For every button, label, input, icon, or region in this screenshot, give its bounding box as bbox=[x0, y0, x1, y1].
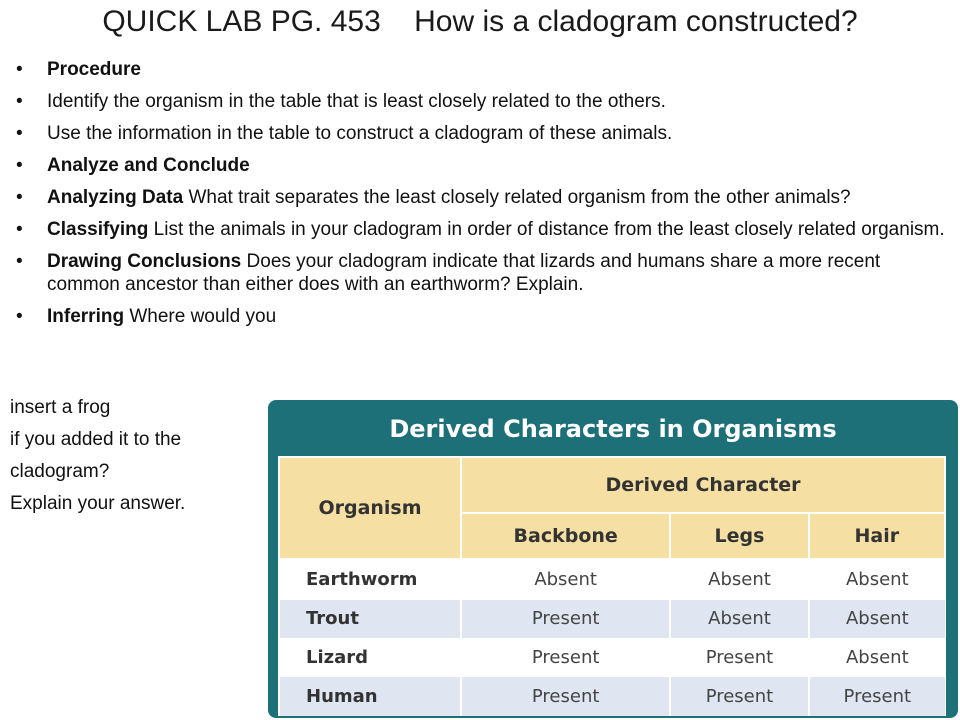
cell-value: Absent bbox=[809, 600, 945, 639]
cell-organism: Human bbox=[279, 677, 461, 716]
table-body bbox=[278, 456, 946, 716]
bullet-list bbox=[16, 58, 946, 337]
bullet-icon: • bbox=[16, 155, 23, 176]
cell-value: Present bbox=[461, 600, 670, 639]
cell-value: Present bbox=[670, 677, 808, 716]
bullet-bold: Drawing Conclusions bbox=[47, 251, 242, 272]
cell-organism: Lizard bbox=[279, 638, 461, 677]
cell-value: Present bbox=[809, 677, 945, 716]
bullet-item bbox=[16, 154, 946, 177]
bullet-icon: • bbox=[16, 123, 23, 144]
cell-value: Absent bbox=[670, 559, 808, 600]
col-header-hair: Hair bbox=[809, 513, 945, 559]
bullet-text: List the animals in your cladogram in order of distance from the least closely related organism. bbox=[148, 219, 945, 240]
bullet-bold: Classifying bbox=[47, 219, 149, 240]
cell-value: Absent bbox=[461, 559, 670, 600]
bullet-icon: • bbox=[16, 187, 23, 208]
bullet-icon: • bbox=[16, 251, 23, 272]
bullet-bold: Analyze and Conclude bbox=[47, 155, 250, 176]
bullet-bold: Procedure bbox=[47, 59, 141, 80]
bullet-item bbox=[16, 305, 946, 328]
bullet-text: Use the information in the table to construct a cladogram of these animals. bbox=[47, 123, 673, 144]
text-line: insert a frog bbox=[10, 397, 111, 418]
bullet-bold: Inferring bbox=[47, 306, 125, 327]
table-row bbox=[279, 559, 945, 600]
cell-value: Present bbox=[461, 677, 670, 716]
cell-organism: Trout bbox=[279, 600, 461, 639]
cell-value: Absent bbox=[670, 600, 808, 639]
continuation-text bbox=[10, 392, 185, 520]
bullet-icon: • bbox=[16, 59, 23, 80]
bullet-icon: • bbox=[16, 219, 23, 240]
bullet-text: Does your cladogram indicate that lizards and humans share a more recent common ancestor than either does with an earthworm? Explain. bbox=[47, 251, 881, 295]
table-row bbox=[279, 677, 945, 716]
bullet-item bbox=[16, 90, 946, 113]
cell-value: Absent bbox=[809, 559, 945, 600]
table-title: Derived Characters in Organisms bbox=[389, 415, 837, 443]
cell-value: Absent bbox=[809, 638, 945, 677]
bullet-bold: Analyzing Data bbox=[47, 187, 184, 208]
col-header-legs: Legs bbox=[670, 513, 808, 559]
bullet-icon: • bbox=[16, 91, 23, 112]
cell-value: Present bbox=[670, 638, 808, 677]
slide-title: QUICK LAB PG. 453 How is a cladogram constructed? bbox=[102, 5, 858, 38]
bullet-item bbox=[16, 250, 946, 296]
bullet-item bbox=[16, 186, 946, 209]
bullet-item bbox=[16, 58, 946, 81]
bullet-item bbox=[16, 122, 946, 145]
text-line: if you added it to the bbox=[10, 429, 182, 450]
col-header-derived: Derived Character bbox=[461, 457, 945, 513]
col-header-organism: Organism bbox=[279, 457, 461, 559]
bullet-text: What trait separates the least closely related organism from the other animals? bbox=[183, 187, 851, 208]
bullet-item bbox=[16, 218, 946, 241]
table-row bbox=[279, 638, 945, 677]
derived-characters-table bbox=[268, 400, 958, 718]
text-line: Explain your answer. bbox=[10, 493, 186, 514]
bullet-text: Identify the organism in the table that is least closely related to the others. bbox=[47, 91, 666, 112]
cell-organism: Earthworm bbox=[279, 559, 461, 600]
col-header-backbone: Backbone bbox=[461, 513, 670, 559]
bullet-text: Where would you bbox=[124, 306, 277, 327]
table-row bbox=[279, 600, 945, 639]
text-line: cladogram? bbox=[10, 461, 110, 482]
cell-value: Present bbox=[461, 638, 670, 677]
bullet-icon: • bbox=[16, 306, 23, 327]
